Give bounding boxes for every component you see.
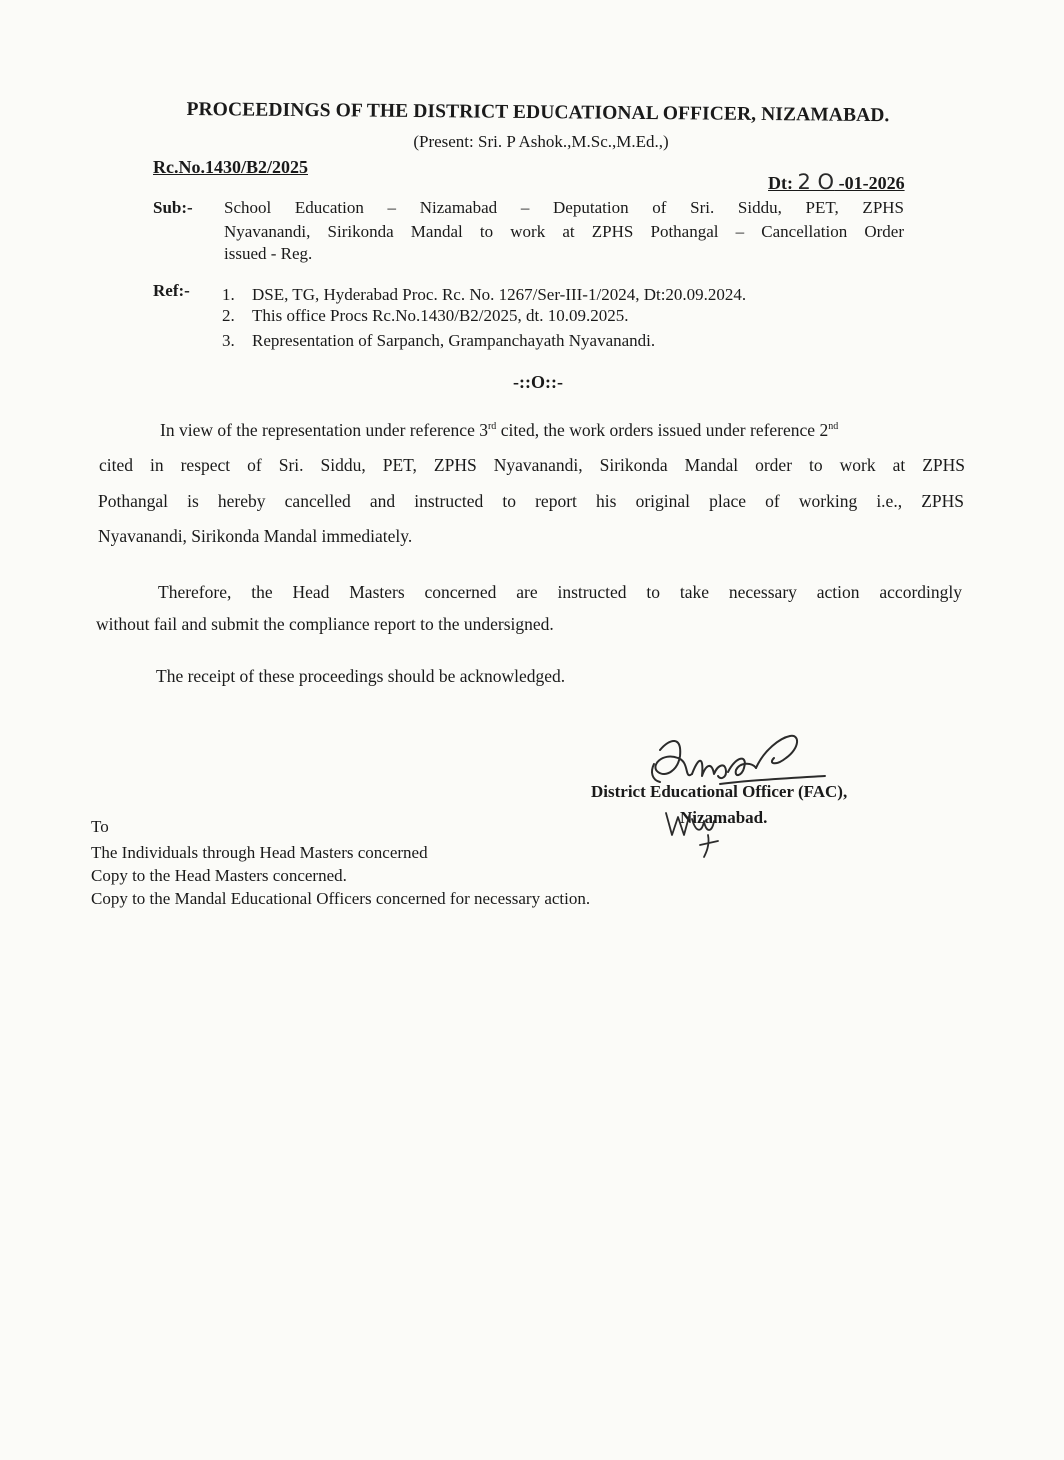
- reference-item-text-3: Representation of Sarpanch, Grampanchayath Nyavanandi.: [252, 331, 656, 350]
- subject-line-1: School Education – Nizamabad – Deputation of Sri. Siddu, PET, ZPHS: [224, 198, 904, 217]
- body-para2-line2: without fail and submit the compliance report to the undersigned.: [96, 614, 554, 634]
- distribution-line-2: Copy to the Head Masters concerned.: [91, 866, 347, 885]
- subject-line-2: Nyavanandi, Sirikonda Mandal to work at ZPHS Pothangal – Cancellation Order: [224, 222, 904, 241]
- body-para1-line2: cited in respect of Sri. Siddu, PET, ZPHS Nyavanandi, Sirikonda Mandal order to work at ZPHS: [99, 455, 965, 475]
- reference-label: Ref:-: [153, 281, 190, 300]
- distribution-line-1: The Individuals through Head Masters concerned: [91, 843, 428, 862]
- document-title: PROCEEDINGS OF THE DISTRICT EDUCATIONAL OFFICER, NIZAMABAD.: [186, 98, 890, 127]
- body-para1-line3: Pothangal is hereby cancelled and instructed to report his original place of working i.e., ZPHS: [98, 491, 964, 511]
- document-date: [768, 170, 905, 194]
- reference-item-text-1: DSE, TG, Hyderabad Proc. Rc. No. 1267/Ser-III-1/2024, Dt:20.09.2024.: [252, 285, 747, 304]
- reference-item-text-2: This office Procs Rc.No.1430/B2/2025, dt. 10.09.2025.: [252, 306, 629, 325]
- date-handwritten-day: 2 O: [797, 170, 835, 194]
- reference-item-num-3: 3.: [222, 331, 235, 350]
- date-prefix: Dt:: [768, 173, 798, 193]
- subject-line-3: issued - Reg.: [224, 244, 313, 263]
- body-para3: The receipt of these proceedings should be acknowledged.: [156, 666, 566, 686]
- reference-item-num-1: 1.: [222, 285, 235, 304]
- date-suffix: -01-2026: [834, 173, 905, 193]
- reference-item-num-2: 2.: [222, 306, 235, 325]
- section-separator: -::O::-: [513, 372, 563, 392]
- signatory-designation: District Educational Officer (FAC),: [591, 782, 848, 801]
- present-officer: (Present: Sri. P Ashok.,M.Sc.,M.Ed.,): [413, 132, 669, 151]
- distribution-line-3: Copy to the Mandal Educational Officers concerned for necessary action.: [91, 889, 591, 908]
- signatory-place: Nizamabad.: [680, 808, 768, 827]
- to-label: To: [91, 817, 109, 836]
- body-para2-line1: Therefore, the Head Masters concerned are instructed to take necessary action accordingly: [158, 582, 962, 602]
- reference-number: Rc.No.1430/B2/2025: [153, 157, 308, 177]
- subject-label: Sub:-: [153, 198, 193, 217]
- initials-mark: [660, 805, 740, 860]
- body-para1-line4: Nyavanandi, Sirikonda Mandal immediately.: [98, 526, 413, 546]
- body-para1-line1: In view of the representation under reference 3rd cited, the work orders issued under reference 2nd: [160, 420, 839, 440]
